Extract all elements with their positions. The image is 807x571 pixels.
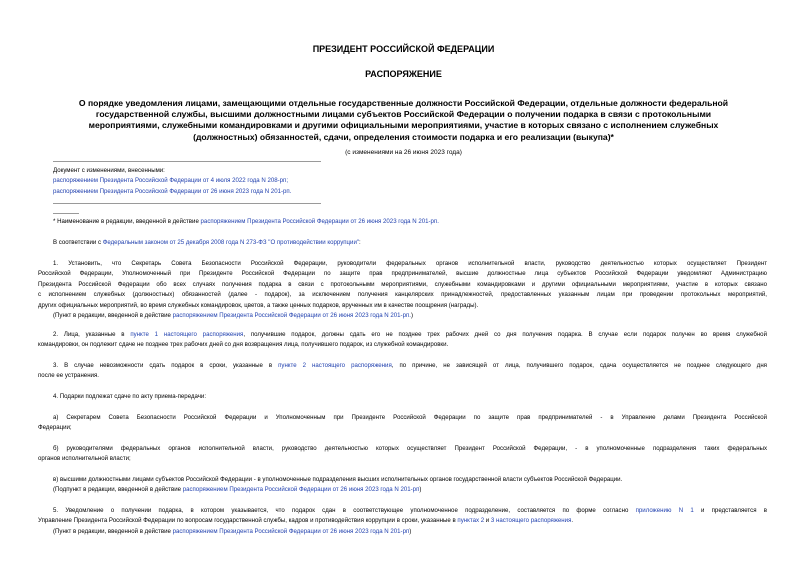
document-title: О порядке уведомления лицами, замещающими отдельные государственные должности Российской Федерации, отдельные должности федеральной государственной службы, высшими должностными лицами субъектов Российской Федерации о получении подарка в связи с протокольными мероприятиями, служебными командировками и другими официальными мероприятиями, участие в которых связано с исполнением служебных (должностных) обязанностей, сдачи, определения стоимости подарка и его реализации (выкупа)* [78, 98, 729, 142]
paragraph-1-line: Российской Федерации, Уполномоченный при Президенте Российской Федерации по защите прав предпринимателей, высшие должностные лица субъектов Российской Федерации уведомляют Администрацию [38, 270, 767, 278]
subparagraph-v-note: (Подпункт в редакции, введенной в действие распоряжением Президента Российской Федерации от 26 июня 2023 года N 201-рп) [53, 486, 422, 494]
amendments-bottom-rule [53, 203, 321, 204]
paragraph-3: 3. В случае невозможности сдать подарок в сроки, указанные в пункте 2 настоящего распоряжения, по причине, не зависящей от лица, получившего подарок, сдача осуществляется не позднее следующего дня после ее устранения. [38, 361, 767, 382]
paragraph-5-note-link[interactable]: распоряжением Президента Российской Федерации от 26 июня 2023 года N 201-рп [172, 527, 410, 535]
paragraph-5: 5. Уведомление о получении подарка, в котором указывается, что подарок сдан в соответствующее уполномоченное подразделение, составляется по форме согласно приложению N 1 и представляется в Управление Президента Российской Федерации по вопросам государственной службы, кадров и противодействия коррупции в сроки, указанные в пунктах 2 и 3 настоящего распоряжения. (Пункт в редакции, введенной в действие распоряжением Президента Российской Федерации от 26 июня 2023 года N 201-рп) [38, 506, 767, 537]
paragraph-1-line: Президента Российской Федерации обо всех случаях получения подарка в связи с протокольными мероприятиями, служебными командировками и другими официальными мероприятиями, участие в которых связано [38, 280, 767, 288]
paragraph-1-note: (Пункт в редакции, введенной в действие распоряжением Президента Российской Федерации от 26 июня 2023 года N 201-рп.) [53, 311, 413, 319]
issuer-heading: ПРЕЗИДЕНТ РОССИЙСКОЙ ФЕДЕРАЦИИ [312, 44, 495, 54]
subparagraph-a: а) Секретарем Совета Безопасности Российской Федерации и Уполномоченным при Президенте Российской Федерации по защите прав предпринимателей - в Управление делами Президента Российской Федерации; [38, 414, 767, 432]
footnote [53, 217, 753, 227]
point-3-link[interactable]: 3 настоящего распоряжения [490, 517, 572, 525]
footnote-text: * Наименование в редакции, введенной в действие [53, 218, 201, 225]
subparagraph-b: б) руководителями федеральных органов исполнительной власти, руководство деятельностью которых осуществляет Президент Российской Федерации, - в уполномоченные подразделения таких федеральных органов исполнительной власти; [38, 445, 767, 463]
preamble: В соответствии с Федеральным законом от 25 декабря 2008 года N 273-ФЗ "О противодействии коррупции": [53, 239, 361, 246]
paragraph-2-line: командировки, он подлежит сдаче не позднее трех рабочих дней со дня возвращения лица, получившего подарок, из служебной командировки. [38, 341, 449, 349]
footnote-link[interactable]: распоряжением Президента Российской Федерации от 26 июня 2023 года N 201-рп. [200, 218, 439, 225]
federal-law-link[interactable]: Федеральным законом от 25 декабря 2008 года N 273-ФЗ "О противодействии коррупции" [102, 239, 360, 246]
paragraph-1-line: с исполнением служебных (должностных) обязанностей (далее - подарок), за исключением получения канцелярских принадлежностей, предоставленных указанным лицам при проведении протокольных мероприятий, [38, 291, 767, 299]
changes-note: (с изменениями на 26 июня 2023 года) [345, 149, 462, 156]
paragraph-5-note: (Пункт в редакции, введенной в действие распоряжением Президента Российской Федерации от 26 июня 2023 года N 201-рп) [53, 527, 412, 535]
paragraph-1-note-link[interactable]: распоряжением Президента Российской Федерации от 26 июня 2023 года N 201-рп. [172, 311, 411, 319]
points-2-link[interactable]: пунктах 2 [457, 517, 485, 525]
subparagraph-v-note-link[interactable]: распоряжением Президента Российской Федерации от 26 июня 2023 года N 201-рп [182, 486, 420, 494]
appendix-1-link[interactable]: приложению N 1 [635, 507, 694, 514]
preamble-text: В соответствии с [53, 239, 103, 246]
point-2-link[interactable]: пункте 2 настоящего распоряжения [278, 362, 392, 369]
amendments-intro: Документ с изменениями, внесенными: [53, 167, 165, 174]
amendment-link-2023[interactable]: распоряжением Президента Российской Федерации от 26 июня 2023 года N 201-рп. [53, 187, 292, 195]
amendments-box [53, 166, 453, 197]
subparagraph-v: в) высшими должностными лицами субъектов Российской Федерации - в уполномоченные подразделения высших исполнительных органов государственной власти субъектов Российской Федерации. (Подпункт в редакции, введенной в действие распоряжением Президента Российской Федерации от 26 июня 2023 года N 201-рп) [53, 475, 767, 496]
paragraph-1 [38, 259, 767, 321]
paragraph-1-line: 1. Установить, что Секретарь Совета Безопасности Российской Федерации, руководители федеральных органов исполнительной власти, руководство деятельностью которых осуществляет Президент [53, 260, 767, 267]
paragraph-2: 2. Лица, указанные в пункте 1 настоящего распоряжения, получившие подарок, должны сдать его не позднее трех рабочих дней со дня получения подарка. В случае если подарок получен во время служебной командировки, он подлежит сдаче не позднее трех рабочих дней со дня возвращения лица, получившего подарок, из служебной командировки. [38, 330, 767, 351]
footnote-rule [53, 213, 79, 214]
point-1-link[interactable]: пункте 1 настоящего распоряжения [130, 331, 244, 338]
paragraph-3-line: после ее устранения. [38, 372, 99, 380]
paragraph-4: 4. Подарки подлежат сдаче по акту приема-передачи: [53, 393, 207, 400]
document-type-heading: РАСПОРЯЖЕНИЕ [365, 69, 442, 79]
amendments-top-rule [53, 161, 321, 162]
paragraph-1-line: других официальных мероприятий, во время служебных командировок, цветов, а также ценных подарков, врученных им в качестве поощрения (награды). [38, 301, 479, 309]
amendment-link-2022[interactable]: распоряжением Президента Российской Федерации от 4 июля 2022 года N 208-рп; [53, 177, 289, 185]
